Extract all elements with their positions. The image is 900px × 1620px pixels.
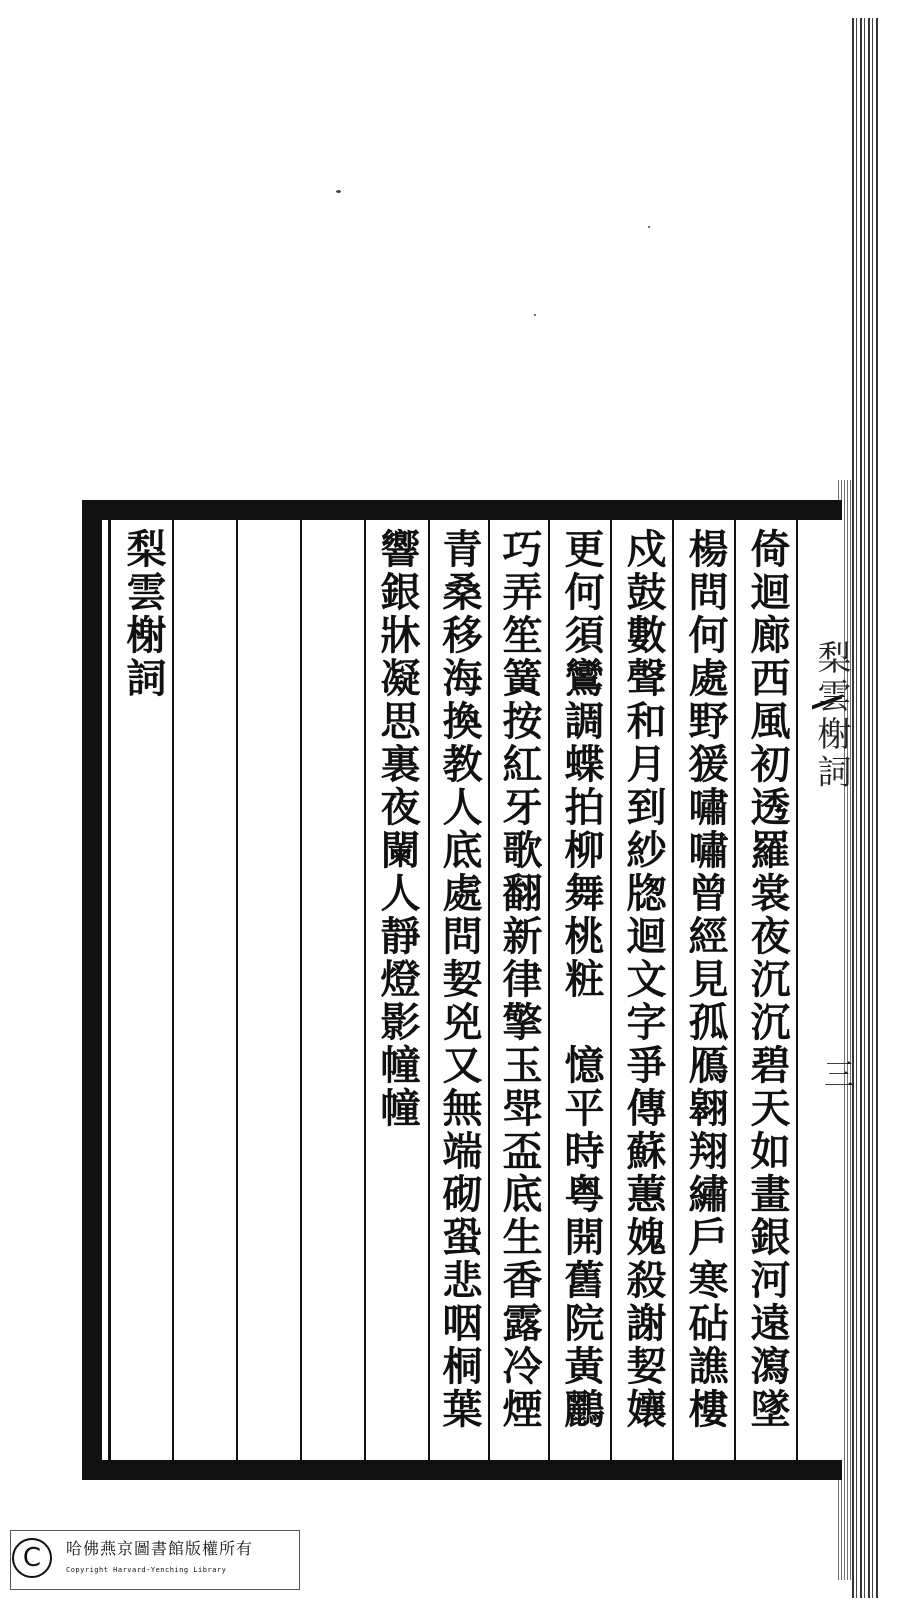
text-column-6: 青桑移海換教人底處問㛃兇又無端砌蛩悲咽桐葉: [436, 528, 483, 1431]
text-column-5: 巧弄笙簧按紅牙歌翻新律擎玉斝盃底生香露冷煙: [496, 528, 543, 1431]
column-rule: [364, 520, 366, 1460]
text-column-9: [242, 528, 296, 1448]
column-rule: [672, 520, 674, 1460]
column-rule: [734, 520, 736, 1460]
ink-speck: [336, 190, 341, 193]
banxin-title: 梨雲榭詞: [811, 640, 851, 792]
ink-speck: [648, 226, 650, 228]
text-column-4: 更何須鸞調蝶拍柳舞桃粧 憶平時粤開舊院黃鸝: [558, 528, 605, 1431]
copyright-english: Copyright Harvard-Yenching Library: [66, 1566, 227, 1574]
column-rule: [236, 520, 238, 1460]
column-rule: [172, 520, 174, 1460]
inner-border-line: [108, 520, 111, 1460]
ink-speck: [534, 314, 536, 316]
text-column-10: [178, 528, 232, 1448]
column-rule: [428, 520, 430, 1460]
collection-title: 梨雲榭詞: [120, 528, 167, 700]
copyright-icon: C: [12, 1538, 52, 1578]
column-rule: [488, 520, 490, 1460]
text-column-8: [306, 528, 360, 1448]
text-column-3: 戍鼓數聲和月到紗牎迴文字爭傳蘇蕙媿殺謝㛃孃: [620, 528, 667, 1431]
text-column-7: 響銀牀凝思裏夜闌人靜燈影幢幢: [374, 528, 421, 1130]
text-column-2: 楊問何處野猨嘯嘯曾經見孤鴈翱翔繡戶寒砧譙樓: [682, 528, 729, 1431]
text-column-1: 倚迴廊西風初透羅裳夜沉沉碧天如畫銀河遠瀉墜: [744, 528, 791, 1431]
copyright-chinese: 哈佛燕京圖書館版權所有: [66, 1539, 254, 1558]
column-rule: [548, 520, 550, 1460]
column-rule: [300, 520, 302, 1460]
column-rule: [796, 520, 798, 1460]
leaf-number: 三: [824, 1058, 854, 1093]
column-rule: [610, 520, 612, 1460]
